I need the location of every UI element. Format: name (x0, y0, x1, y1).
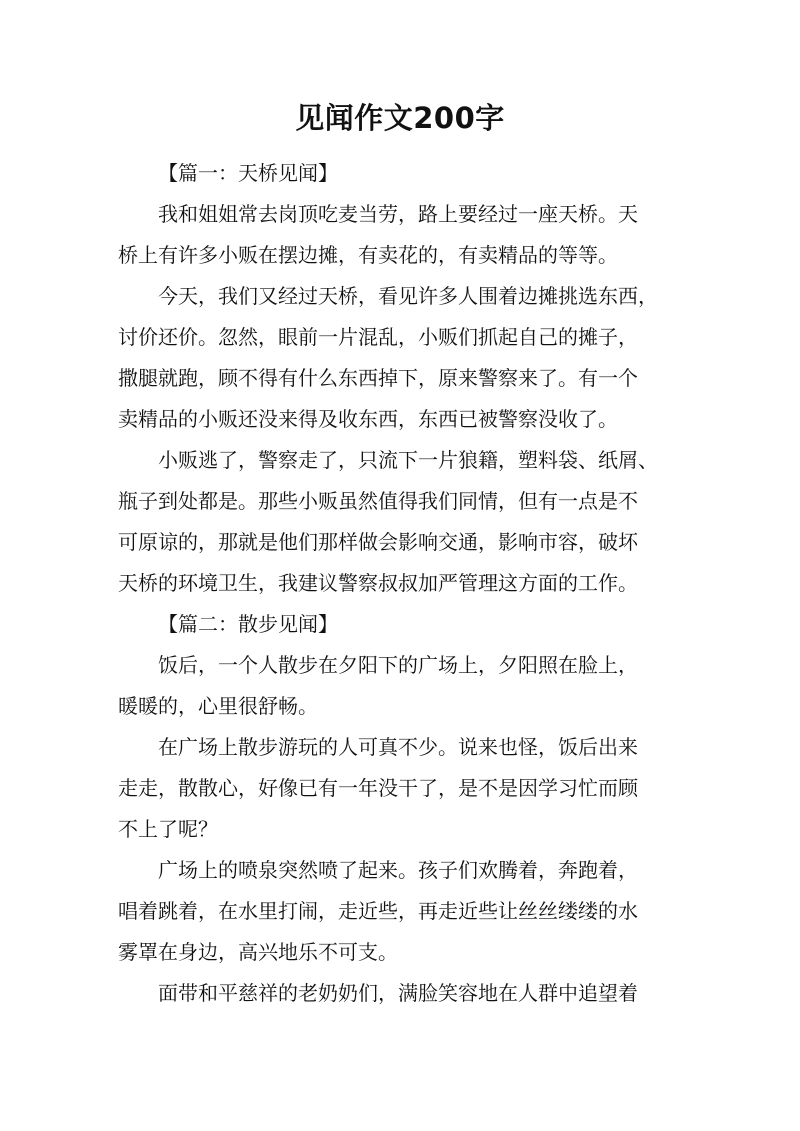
text-line: 讨价还价。忽然，眼前一片混乱，小贩们抓起自己的摊子， (118, 325, 638, 349)
paragraph (118, 645, 680, 727)
text-line: 撒腿就跑，顾不得有什么东西掉下，原来警察来了。有一个 (118, 366, 638, 390)
text-line: 面带和平慈祥的老奶奶们，满脸笑容地在人群中追望着 (158, 981, 638, 1005)
text-line: 可原谅的，那就是他们那样做会影响交通，影响市容，破坏 (118, 530, 638, 554)
text-line: 唱着跳着，在水里打闹，走近些，再走近些让丝丝缕缕的水 (118, 899, 638, 923)
text-line: 不上了呢？ (118, 817, 218, 841)
text-line: 今天，我们又经过天桥，看见许多人围着边摊挑选东西， (158, 284, 658, 308)
text-line: 走走，散散心，好像已有一年没干了，是不是因学习忙而顾 (118, 776, 638, 800)
paragraph (118, 973, 680, 1014)
text-line: 桥上有许多小贩在摆边摊，有卖花的，有卖精品的等等。 (118, 243, 618, 267)
text-line: 瓶子到处都是。那些小贩虽然值得我们同情，但有一点是不 (118, 489, 638, 513)
paragraph (118, 194, 680, 276)
document-title: 见闻作文200字 (295, 101, 505, 135)
text-line: 暖暖的，心里很舒畅。 (118, 694, 318, 718)
text-line: 饭后，一个人散步在夕阳下的广场上，夕阳照在脸上， (158, 653, 638, 677)
text-line: 雾罩在身边，高兴地乐不可支。 (118, 940, 398, 964)
text-line: 天桥的环境卫生，我建议警察叔叔加严管理这方面的工作。 (118, 571, 638, 595)
paragraph (118, 276, 680, 440)
text-line: 我和姐姐常去岗顶吃麦当劳，路上要经过一座天桥。天 (158, 202, 638, 226)
text-line: 广场上的喷泉突然喷了起来。孩子们欢腾着，奔跑着， (158, 858, 638, 882)
paragraph (118, 440, 680, 604)
text-line: 在广场上散步游玩的人可真不少。说来也怪，饭后出来 (158, 735, 638, 759)
section-heading-1: 【篇一：天桥见闻】 (158, 161, 338, 185)
text-line: 小贩逃了，警察走了，只流下一片狼籍，塑料袋、纸屑、 (158, 448, 658, 472)
paragraph (118, 727, 680, 850)
section-heading-2: 【篇二：散步见闻】 (158, 612, 338, 636)
text-line: 卖精品的小贩还没来得及收东西，东西已被警察没收了。 (118, 407, 618, 431)
paragraph (118, 850, 680, 973)
document-body (118, 153, 680, 1014)
